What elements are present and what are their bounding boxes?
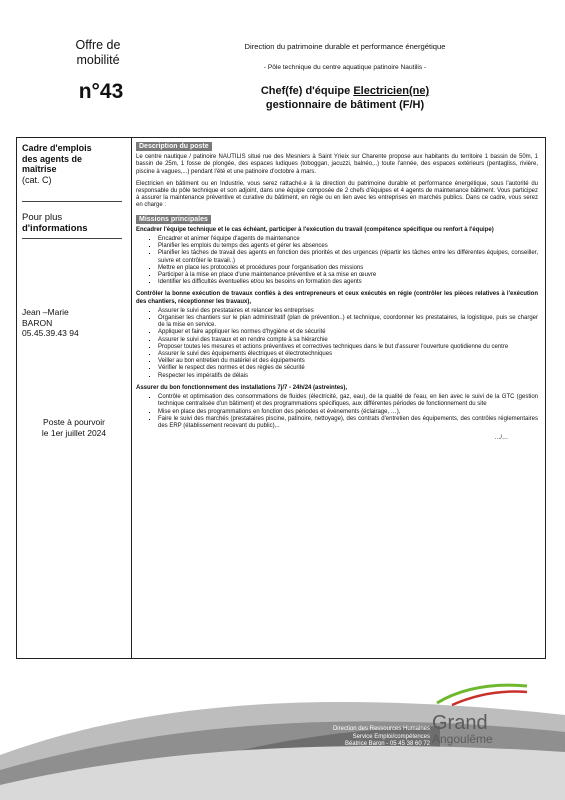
logo-text-grand: Grand	[432, 712, 488, 734]
info-line: Pour plus	[22, 212, 63, 223]
job-title	[150, 85, 540, 97]
mission-list-3	[136, 394, 538, 430]
list-item: ▪ Proposer toutes les mesures et actions préventives et correctives techniques dans le but d'assurer l'ouverture quotidienne du centre	[158, 344, 538, 351]
contact-line: 05.45.39.43 94	[22, 328, 79, 338]
mission-intro: Encadrer l'équipe technique et le cas échéant, participer à l'exécution du travail (compétence spécifique ou renfort à l'équipe)	[136, 226, 494, 233]
section-heading-missions: Missions principales	[136, 215, 211, 224]
list-item: ▪ Veiller au bon entretien du matériel et des équipements	[158, 358, 538, 365]
contact-line: Jean –Marie	[22, 307, 69, 317]
direction-name: Direction du patrimoine durable et performance énergétique	[244, 42, 446, 51]
list-item: ▪ Participer à la mise en place d'une maintenance préventive et à sa mise en œuvre	[158, 272, 538, 279]
list-item: ▪ Mettre en place les protocoles et procédures pour l'organisation des missions	[158, 265, 538, 272]
footer-line: Service Emploi/compétences	[352, 733, 430, 740]
start-date	[22, 417, 126, 438]
footer-contact	[260, 726, 430, 749]
job-title-underlined: Electricien(ne)	[353, 85, 430, 97]
start-date-line1: Poste à pourvoir	[43, 417, 105, 427]
list-item: ▪ Identifier les difficultés éventuelles et/ou les besoins en formation des agents	[158, 279, 538, 286]
sidebar-rule	[22, 238, 122, 239]
logo-text-angouleme: Angoulême	[432, 732, 493, 746]
contact-line: BARON	[22, 317, 53, 328]
description-paragraph: Le centre nautique / patinoire NAUTILIS situé rue des Mesniers à Saint Yrieix sur Charente propose aux habitants du territoire 1 bassin de 50m, 1 bassin de 25m, 1 fosse de plongée, des espaces ludiques (toboggan, jacuzzi, balnéo,..) toute l'année, des espaces extérieurs (pentagliss, rivière, piscine à vagues,...) pendant l'été et une patinoire d'octobre à mars.	[136, 154, 538, 175]
mission-list-2	[136, 308, 538, 380]
list-item: ▪ Faire le suivi des marchés (prestataires piscine, patinoire, nettoyage), des contrats d'entretien des équipements, des contrôles réglementaires des ERP (établissement recevant du public),..	[158, 416, 538, 430]
list-item: ▪ Respecter les impératifs de délais	[158, 373, 538, 380]
cadre-emplois	[22, 143, 92, 185]
list-item: ▪ Mise en place des programmations en fonction des périodes et évènements (éclairage, …),	[158, 409, 538, 416]
list-item: ▪ Planifier les emplois du temps des agents et gérer les absences	[158, 243, 538, 250]
offer-label-line2: mobilité	[76, 53, 120, 67]
main-content	[136, 142, 538, 442]
cadre-line: maîtrise	[22, 164, 57, 174]
list-item: ▪ Vérifier le respect des normes et des règles de sécurité	[158, 365, 538, 372]
list-item: ▪ Organiser les chantiers sur le plan administratif (plan de prévention..) et technique, coordonner les prestataires, la logistique, puis se charger de la mise en service.	[158, 315, 538, 329]
contact	[22, 307, 79, 339]
list-item: ▪ Assurer le suivi des travaux et en rendre compte à sa hiérarchie	[158, 337, 538, 344]
mission-list-1	[136, 236, 538, 286]
cadre-line: Cadre d'emplois	[22, 143, 92, 153]
offer-label-line1: Offre de	[75, 38, 121, 52]
footer-line: Direction des Ressources Humaines	[332, 726, 430, 732]
pole-name: - Pôle technique du centre aquatique patinoire Nautilis -	[263, 64, 427, 71]
mission-intro: Contrôler la bonne exécution de travaux confiés à des entrepreneurs et ceux exécutés en régie (contrôler les pièces relatives à l'exécution des chantiers, réceptionner les travaux),	[136, 291, 538, 305]
list-item: ▪ Appliquer et faire appliquer les normes d'hygiène et de sécurité	[158, 329, 538, 336]
column-divider	[131, 137, 132, 659]
list-item: ▪ Encadrer et animer l'équipe d'agents de maintenance	[158, 236, 538, 243]
cadre-line: des agents de	[22, 153, 83, 164]
list-item: ▪ Assurer le suivi des prestataires et relancer les entreprises	[158, 308, 538, 315]
start-date-line2: le 1er juillet 2024	[41, 427, 107, 438]
more-info	[22, 212, 88, 234]
offer-number: n°43	[78, 80, 124, 103]
list-item: ▪ Planifier les tâches de travail des agents en fonction des priorités et des urgences (répartir les tâches entre les différentes équipes, conseiller, suivre et contrôler le travail..)	[158, 250, 538, 264]
sidebar-rule	[22, 201, 122, 202]
offer-label	[63, 38, 133, 68]
job-title-prefix: Chef(fe) d'équipe	[260, 85, 354, 97]
mission-intro: Assurer du bon fonctionnement des installations 7j/7 - 24h/24 (astreintes),	[136, 384, 348, 391]
footer-line: Béatrice Baron - 05 45 38 60 72	[344, 741, 430, 747]
list-item: ▪ Assurer le suivi des équipements électriques et électrotechniques	[158, 351, 538, 358]
cadre-category: (cat. C)	[22, 174, 52, 185]
continued-marker: …/…	[494, 435, 508, 442]
info-line: d'informations	[22, 223, 88, 234]
grand-angouleme-logo	[432, 712, 542, 746]
section-heading-description: Description du poste	[136, 142, 212, 151]
logo-swoosh	[432, 678, 532, 708]
list-item: ▪ Contrôle et optimisation des consommations de fluides (électricité, gaz, eau), de la qualité de l'eau, en lien avec le suivi de la GTC (gestion technique centralisée d'un bâtiment) et des programmations spécifiques, aux différentes périodes de fonctionnement du site	[158, 394, 538, 408]
description-paragraph: Electricien en bâtiment ou en Industrie, vous serez rattaché.e à la direction du patrimoine durable et performance énergétique, sous l'autorité du responsable du pôle technique et son adjoint, dans une équipe composée de 2 chefs d'équipes et 4 agents de maintenance bâtiment. Vous participez à assurer la maintenance préventive et curative du bâtiment, en régie ou en lien avec les entreprises en marchés publics. Dans ce cadre, vous serez en charge :	[136, 180, 538, 209]
job-title-line2: gestionnaire de bâtiment (F/H)	[265, 99, 425, 111]
